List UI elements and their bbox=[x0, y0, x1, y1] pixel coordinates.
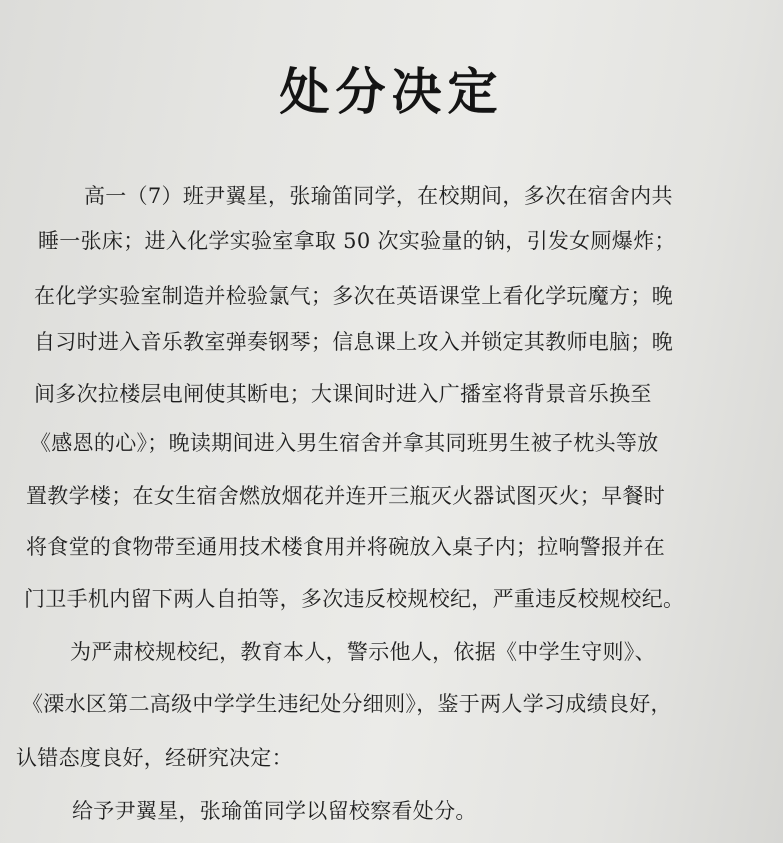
paragraph-line: 《溧水区第二高级中学学生违纪处分细则》，鉴于两人学习成绩良好， bbox=[22, 692, 672, 716]
paragraph-line: 在化学实验室制造并检验氯气；多次在英语课堂上看化学玩魔方；晚 bbox=[34, 284, 673, 308]
document-title: 处分决定 bbox=[279, 63, 504, 121]
paragraph-line: 认错态度良好，经研究决定： bbox=[16, 746, 293, 770]
paragraph-line: 间多次拉楼层电闸使其断电；大课间时进入广播室将背景音乐换至 bbox=[34, 382, 652, 406]
paragraph-line: 睡一张床；进入化学实验室拿取 50 次实验量的钠，引发女厕爆炸； bbox=[38, 229, 676, 253]
paragraph-line: 《感恩的心》；晚读期间进入男生宿舍并拿其同班男生被子枕头等放 bbox=[30, 431, 659, 455]
paragraph-line: 自习时进入音乐教室弹奏钢琴；信息课上攻入并锁定其教师电脑；晚 bbox=[34, 330, 673, 354]
paragraph-line: 高一（7）班尹翼星，张瑜笛同学，在校期间，多次在宿舍内共 bbox=[84, 184, 673, 208]
decision-line: 给予尹翼星，张瑜笛同学以留校察看处分。 bbox=[72, 799, 477, 823]
paragraph-line: 置教学楼；在女生宿舍燃放烟花并连开三瓶灭火器试图灭火；早餐时 bbox=[26, 484, 665, 508]
paragraph-line: 门卫手机内留下两人自拍等，多次违反校规校纪，严重违反校规校纪。 bbox=[24, 587, 685, 611]
paragraph-line: 将食堂的食物带至通用技术楼食用并将碗放入桌子内；拉响警报并在 bbox=[26, 535, 665, 559]
paragraph-line: 为严肃校规校纪，教育本人，警示他人，依据《中学生守则》、 bbox=[70, 640, 656, 664]
